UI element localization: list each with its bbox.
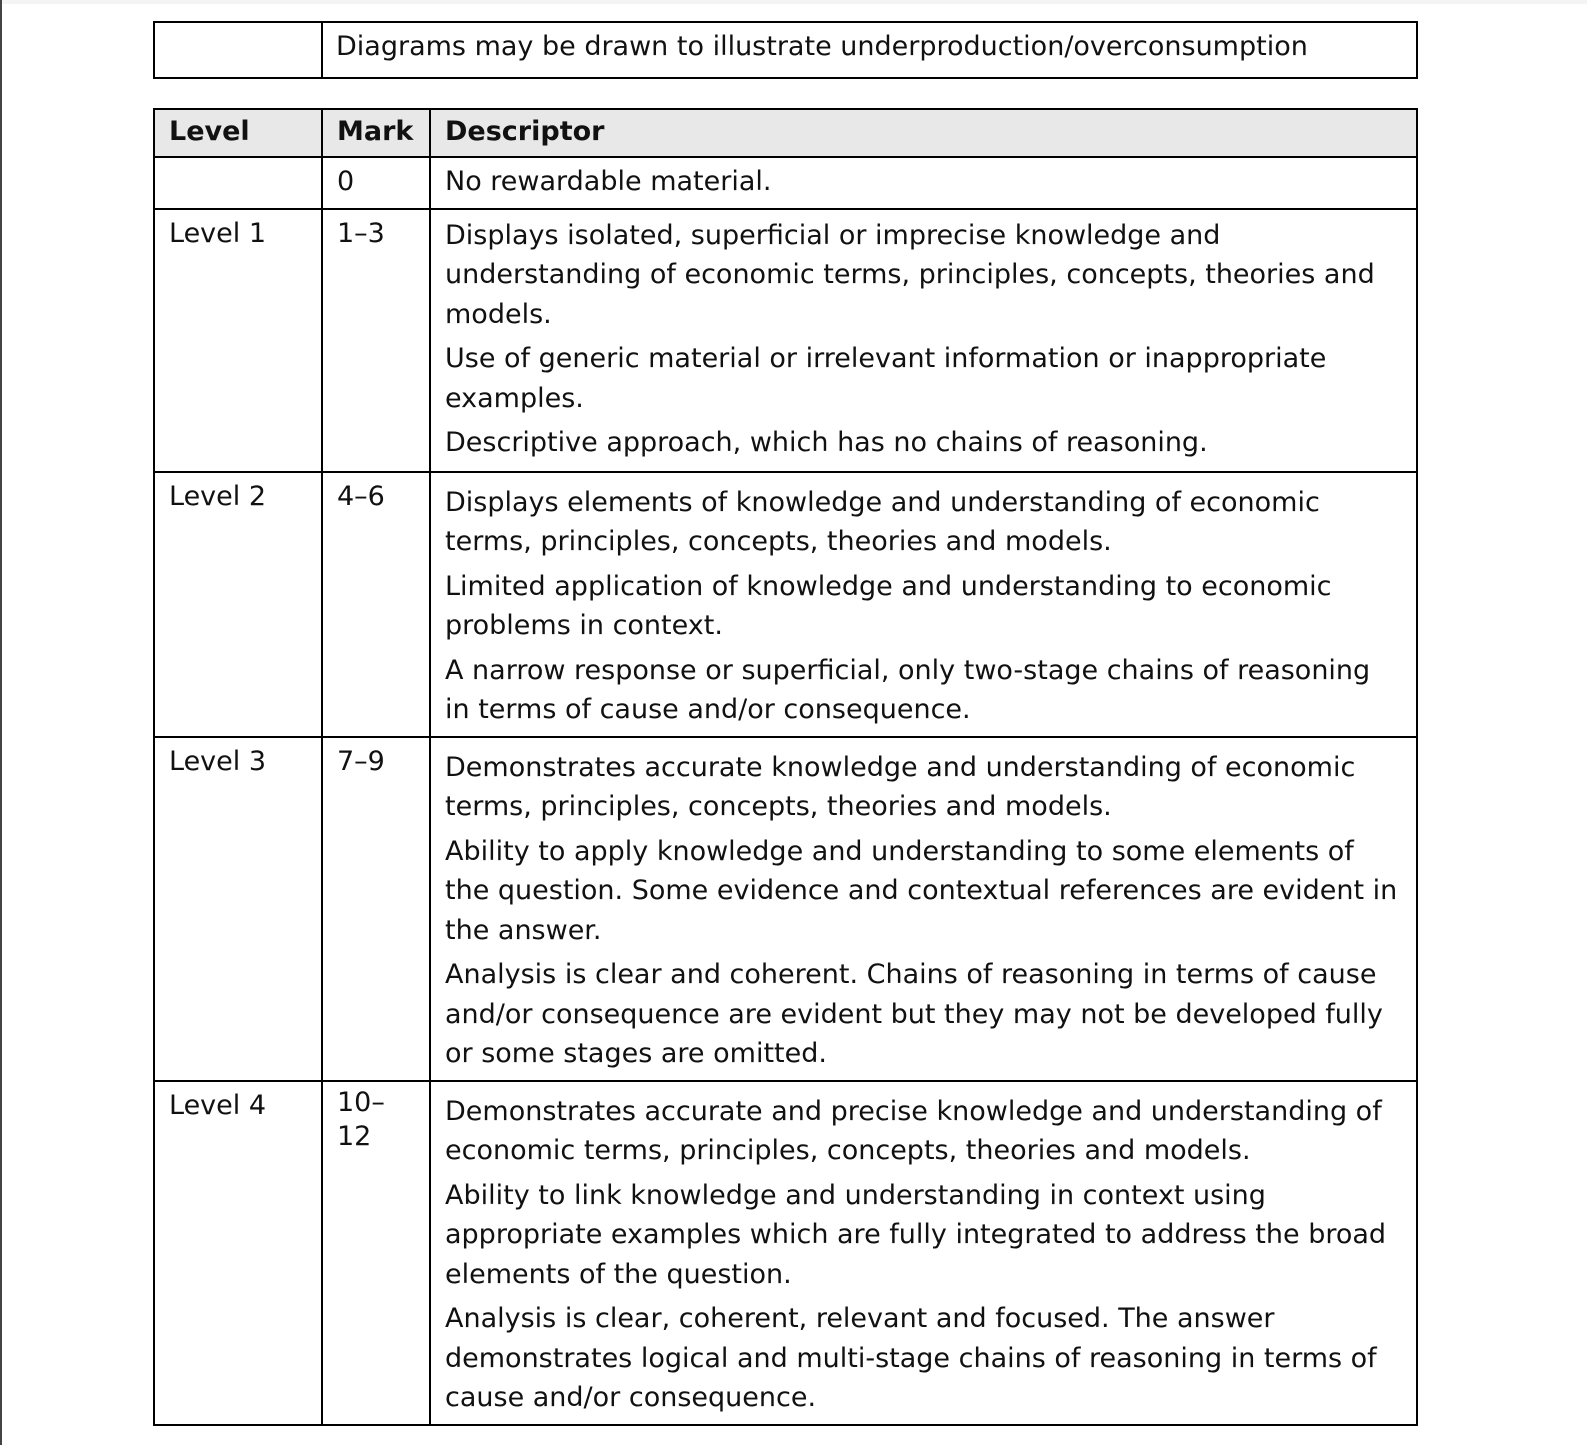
- note-level-cell: [154, 22, 322, 78]
- descriptor-text: Demonstrates accurate knowledge and understanding of economic terms, principles, concepts, theories and models.: [445, 751, 1356, 822]
- level-cell: Level 3: [154, 737, 322, 1081]
- table-row: [154, 737, 1417, 1081]
- descriptor-text: Descriptive approach, which has no chains of reasoning.: [445, 427, 1208, 458]
- descriptor-text: Displays isolated, superficial or imprecise knowledge and understanding of economic terms, principles, concepts, theories and models.: [445, 219, 1375, 330]
- descriptor-text: Ability to link knowledge and understanding in context using appropriate examples which are fully integrated to address the broad elements of the question.: [445, 1179, 1387, 1290]
- table-row: [154, 1081, 1417, 1425]
- mark-cell: 10–12: [322, 1081, 430, 1425]
- note-text: Diagrams may be drawn to illustrate underproduction/overconsumption: [322, 22, 1417, 78]
- header-row: [154, 109, 1417, 157]
- descriptor-cell: [430, 1081, 1417, 1425]
- descriptor-text: Use of generic material or irrelevant information or inappropriate examples.: [445, 343, 1327, 414]
- descriptor-text: Displays elements of knowledge and understanding of economic terms, principles, concepts, theories and models.: [445, 486, 1320, 557]
- mark-cell: 7–9: [322, 737, 430, 1081]
- note-row: [154, 22, 1417, 78]
- level-cell: [154, 157, 322, 209]
- level-cell: Level 2: [154, 472, 322, 737]
- descriptor-cell: [430, 157, 1417, 209]
- note-table: [153, 21, 1418, 79]
- table-row: [154, 472, 1417, 737]
- page-left-edge: [0, 0, 2, 1445]
- header-mark: Mark: [322, 109, 430, 157]
- mark-cell: 0: [322, 157, 430, 209]
- header-level: Level: [154, 109, 322, 157]
- descriptor-text: Ability to apply knowledge and understanding to some elements of the question. Some evidence and contextual references are evident in the answer.: [445, 835, 1398, 946]
- level-cell: Level 4: [154, 1081, 322, 1425]
- mark-cell: 4–6: [322, 472, 430, 737]
- page-top-shade: [2, 0, 1587, 4]
- table-row: [154, 209, 1417, 472]
- descriptor-text: Limited application of knowledge and understanding to economic problems in context.: [445, 570, 1332, 641]
- header-descriptor: Descriptor: [430, 109, 1417, 157]
- descriptor-text: Analysis is clear, coherent, relevant and focused. The answer demonstrates logical and multi-stage chains of reasoning in terms of cause and/or consequence.: [445, 1303, 1377, 1413]
- table-row: [154, 157, 1417, 209]
- levels-table: [153, 108, 1418, 1426]
- descriptor-cell: [430, 209, 1417, 472]
- descriptor-text: No rewardable material.: [445, 166, 772, 197]
- descriptor-cell: [430, 472, 1417, 737]
- descriptor-cell: [430, 737, 1417, 1081]
- descriptor-text: A narrow response or superficial, only two-stage chains of reasoning in terms of cause and/or consequence.: [445, 654, 1371, 725]
- level-cell: Level 1: [154, 209, 322, 472]
- mark-cell: 1–3: [322, 209, 430, 472]
- descriptor-text: Analysis is clear and coherent. Chains of reasoning in terms of cause and/or consequence are evident but they may not be developed fully or some stages are omitted.: [445, 959, 1383, 1069]
- descriptor-text: Demonstrates accurate and precise knowledge and understanding of economic terms, principles, concepts, theories and models.: [445, 1095, 1382, 1166]
